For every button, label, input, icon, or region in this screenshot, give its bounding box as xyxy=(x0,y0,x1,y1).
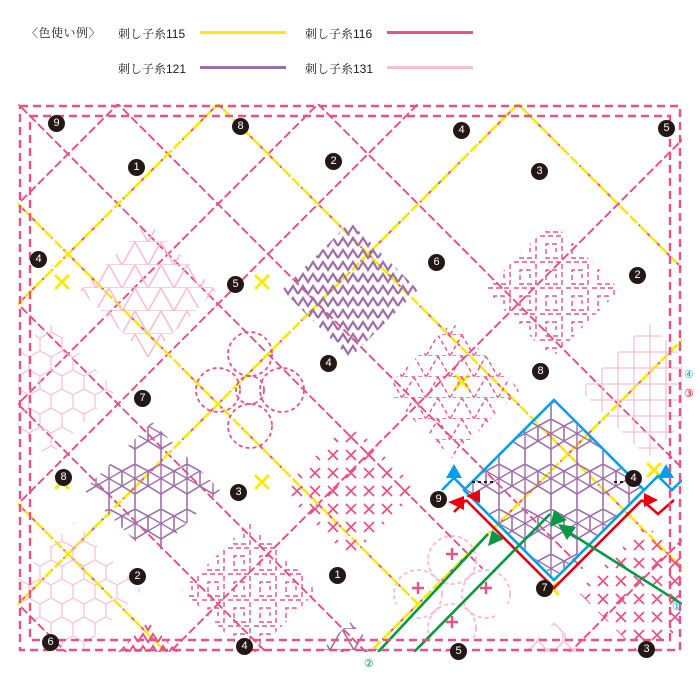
legend-swatch-131 xyxy=(387,66,473,69)
legend-title: 〈色使い例〉 xyxy=(26,26,102,40)
legend-swatch-121 xyxy=(200,66,286,69)
legend-item-131 xyxy=(305,60,473,78)
legend-item-116 xyxy=(305,25,473,43)
block-number-badge: 5 xyxy=(227,276,244,293)
sashiko-pattern-diagram xyxy=(18,104,682,652)
block-number-badge: 4 xyxy=(453,122,470,139)
block-number-badge: 8 xyxy=(55,469,72,486)
block-number-badge: 4 xyxy=(30,251,47,268)
legend-label-115: 刺し子糸115 xyxy=(118,27,186,42)
legend-label-131: 刺し子糸131 xyxy=(305,62,374,77)
block-number-badge: 6 xyxy=(428,254,445,271)
block-number-badge: 3 xyxy=(230,484,247,501)
block-number-badge: 9 xyxy=(48,115,65,132)
block-number-badge: 5 xyxy=(658,120,675,137)
block-number-badge: 8 xyxy=(232,118,249,135)
block-number-badge: 2 xyxy=(325,153,342,170)
block-number-badge: 4 xyxy=(320,355,337,372)
block-number-badge: 5 xyxy=(450,643,467,660)
block-number-badge: 1 xyxy=(329,567,346,584)
block-number-badge: 7 xyxy=(134,390,151,407)
block-number-badge: 9 xyxy=(430,491,447,508)
block-number-badge: 3 xyxy=(638,641,655,658)
legend-label-116: 刺し子糸116 xyxy=(305,27,373,42)
legend-label-121: 刺し子糸121 xyxy=(118,62,187,77)
legend-swatch-115 xyxy=(200,31,286,34)
legend-item-121 xyxy=(118,60,286,78)
block-number-badge: 3 xyxy=(531,163,548,180)
block-number-badge: 8 xyxy=(532,363,549,380)
block-number-badge: 6 xyxy=(42,634,59,651)
step-label: ② xyxy=(364,658,374,670)
legend-swatch-116 xyxy=(387,31,473,34)
step-label: ③ xyxy=(684,388,694,400)
block-number-badge: 7 xyxy=(536,580,553,597)
step-label: ① xyxy=(672,601,682,613)
legend xyxy=(0,0,700,95)
legend-item-115 xyxy=(118,25,286,43)
block-number-badge: 2 xyxy=(629,267,646,284)
step-label: ④ xyxy=(684,369,694,381)
block-number-badge: 1 xyxy=(128,159,145,176)
block-number-badge: 4 xyxy=(236,638,253,655)
block-number-badge: 4 xyxy=(625,470,642,487)
block-number-badge: 2 xyxy=(129,568,146,585)
